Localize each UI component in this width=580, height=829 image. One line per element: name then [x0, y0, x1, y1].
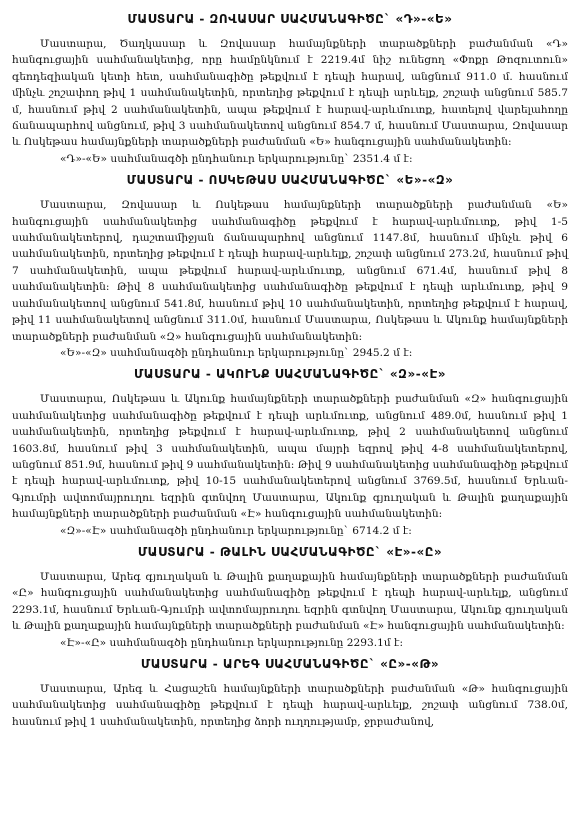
- section-1: [12, 12, 568, 167]
- section-heading: ՄԱՍՏԱՐԱ - ՈՍԿԵԹԱՍ ՍԱՀՄԱՆԱԳԻԾԸ` «Ե»-«Զ»: [126, 173, 454, 188]
- section-total-length: «Դ»-«Ե» սահմանագծի ընդհանուր երկարությունը` 2351.4 մ է:: [60, 152, 413, 165]
- section-4: [12, 545, 568, 651]
- section-paragraph: Մաստարա, Արեգ և Հացաշեն համայնքների տարածքների բաժանման «Թ» հանգուցային սահմանակետից սահմանագիծը թեքվում է դեպի հարավ-արևելք, շոշափ անցնում 738.0մ, հասնում թիվ 1 սահմանակետին, որտեղից ձորի ուղղությամբ, ջրբաժանով,: [12, 683, 568, 728]
- section-paragraph: Մաստարա, Ոսկեթաս և Ակունք համայնքների տարածքների բաժանման «Զ» հանգուցային սահմանակետից սահմանագիծը թեքվում է դեպի արևմուտք, անցնում 489.0մ, հասնում թիվ 1 սահմանակետին, որտեղից թեքվում է հարավ-արևմուտք, թիվ 2 սահմանակետով անցնում 1603.8մ, հասնում թիվ 3 սահմանակետին, ապա մայրի եզրով թիվ 4-8 սահմանակետերով, անցնում 851.9մ, հասնում թիվ 9 սահմանակետին: Թիվ 9 սահմանակետից սահմանագիծը թեքվում է դեպի հարավ-արևմուտք, թիվ 10-15 սահմանակետերով անցնում 3769.5մ, հասնում Երևան-Գյումրի ավտոմայրուղու եզրին գտնվող Մաստարա, Ակունք գյուղական և Թալին քաղաքային համայնքների տարածքների բաժանման «Է» հանգուցային սահմանակետին:: [12, 393, 568, 521]
- section-paragraph: Մաստարա, Ծաղկասար և Զովասար համայնքների տարածքների բաժանման «Դ» հանգուցային սահմանակետից, որը համընկնում է 2219.4մ նիշ ունեցող «Փոքր Թոզուտուն» գեոդեզիական կետի հետ, սահմանագիծը թեքվում է դեպի հարավ, անցնում 911.0 մ. հասնում մինչև շոշափող թիվ 1 սահմանակետին, որտեղից թեքվում է դեպի արևելք, շոշափ անցնում 585.7 մ, հասնում թիվ 2 սահմանակետին, ապա թեքվում է հարավ-արևմուտք, հատելով վարելահողը ճանապարհով անցնում, թիվ 3 սահմանակետով անցնում 854.7 մ, հասնում Մաստարա, Զովասար և Ոսկեթաս համայնքների տարածքների բաժանման «Ե» հանգուցային սահմանակետին:: [12, 38, 568, 149]
- section-paragraph: Մաստարա, Արեգ գյուղական և Թալին քաղաքային համայնքների տարածքների բաժանման «Ը» հանգուցային սահմանակետից սահմանագիծը թեքվում է դեպի հարավ-արևելք, անցնում 2293.1մ, հասնում Երևան-Գյումրի ավտոմայրուղու եզրին գտնվող Մաստարա, Ակունք գյուղական և Թալին քաղաքային համայնքների տարածքների բաժանման «Է» հանգուցային սահմանակետին:: [12, 570, 568, 633]
- section-total-length: «Է»-«Ը» սահմանագծի ընդհանուր երկարությունը 2293.1մ է:: [60, 636, 404, 649]
- section-paragraph: Մաստարա, Զովասար և Ոսկեթաս համայնքների տարածքների բաժանման «Ե» հանգուցային սահմանակետից սահմանագիծը թեքվում է հարավ-արևմուտք, թիվ 1-5 սահմանակետերով, դաշտամիջյան ճանապարհով անցնում 1147.8մ, հասնում մինչև թիվ 6 սահմանակետին, որտեղից թեքվում է դեպի հարավ-արևելք, շոշափ անցնում 273.2մ, հասնում թիվ 7 սահմանակետին, ապա թեքվում հարավ-արևմուտք, անցնում 671.4մ, հասնում թիվ 8 սահմանակետին: Թիվ 8 սահմանակետից սահմանագիծը թեքվում է դեպի արևմուտք, թիվ 9 սահմանակետով անցնում 541.8մ, հասնում թիվ 10 սահմանակետին, որտեղից թեքվում է հարավ, թիվ 11 սահմանակետով անցնում 311.0մ, հասնում Մաստարա, Ոսկեթաս և Ակունք համայնքների տարածքների բաժանման «Զ» հանգուցային սահմանակետին:: [12, 199, 568, 343]
- section-3: [12, 367, 568, 539]
- section-2: [12, 173, 568, 361]
- section-heading: ՄԱՍՏԱՐԱ - ԱԿՈՒՆՔ ՍԱՀՄԱՆԱԳԻԾԸ` «Զ»-«Է»: [133, 367, 447, 382]
- section-total-length: «Ե»-«Զ» սահմանագծի ընդհանուր երկարությունը` 2945.2 մ է:: [60, 346, 413, 359]
- section-5: [12, 657, 568, 730]
- section-heading: ՄԱՍՏԱՐԱ - ԶՈՎԱՍԱՐ ՍԱՀՄԱՆԱԳԻԾԸ` «Դ»-«Ե»: [127, 12, 453, 26]
- section-total-length: «Զ»-«Է» սահմանագծի ընդհանուր երկարությունը` 6714.2 մ է:: [60, 524, 412, 537]
- section-heading: ՄԱՍՏԱՐԱ - ԱՐԵԳ ՍԱՀՄԱՆԱԳԻԾԸ` «Ը»-«Թ»: [140, 657, 440, 671]
- section-heading: ՄԱՍՏԱՐԱ - ԹԱԼԻՆ ՍԱՀՄԱՆԱԳԻԾԸ` «Է»-«Ը»: [137, 544, 443, 559]
